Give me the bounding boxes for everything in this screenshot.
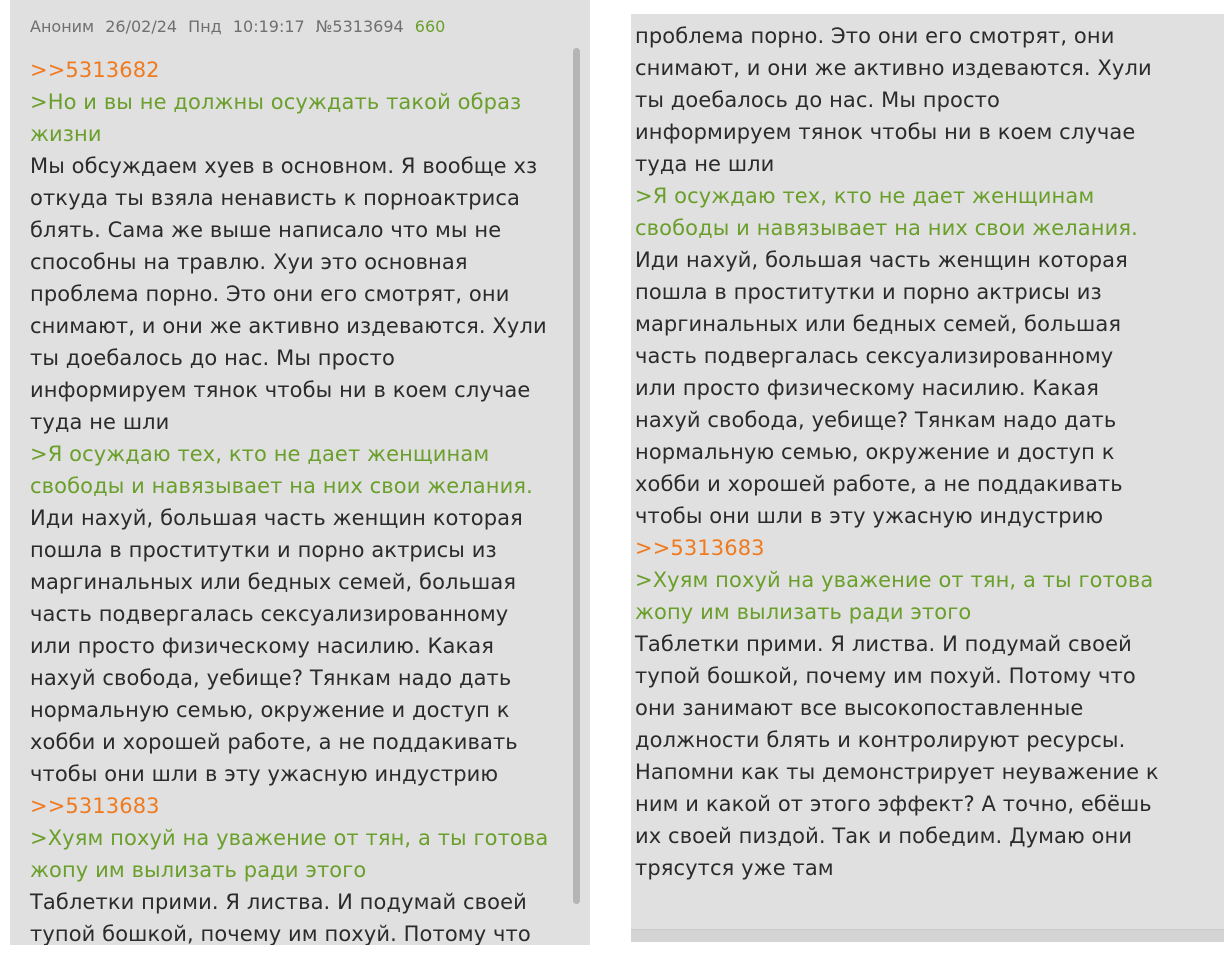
post-text-line: ты доебалось до нас. Мы просто	[635, 88, 1000, 112]
post-text-line: чтобы они шли в эту ужасную индустрию	[30, 762, 499, 786]
post-text-line: тупой бошкой, почему им похуй. Потому что	[635, 664, 1136, 688]
post-text-line: пошла в проститутки и порно актрисы из	[635, 280, 1102, 304]
post-text-line: Иди нахуй, большая часть женщин которая	[30, 506, 523, 530]
scrollbar[interactable]	[573, 48, 580, 904]
post-text-line: ты доебалось до нас. Мы просто	[30, 346, 395, 370]
quote-line: жизни	[30, 122, 102, 146]
post-text-line: способны на травлю. Хуи это основная	[30, 250, 468, 274]
post-text-line: нахуй свобода, уебище? Тянкам надо дать	[635, 408, 1117, 432]
post-text-line: снимают, и они же активно издеваются. Хули	[30, 314, 547, 338]
post-text-line: Таблетки прими. Я листва. И подумай своей	[30, 890, 527, 914]
post-author[interactable]: Аноним	[30, 17, 95, 36]
quote-line: >Хуям похуй на уважение от тян, а ты готова	[635, 568, 1154, 592]
post-panel-left	[10, 0, 590, 945]
reply-link[interactable]: >>5313683	[30, 794, 160, 818]
quote-line: >Но и вы не должны осуждать такой образ	[30, 90, 522, 114]
post-text-line: должности блять и контролируют ресурсы.	[635, 728, 1126, 752]
post-text-line: или просто физическому насилию. Какая	[30, 634, 494, 658]
quote-line: >Я осуждаю тех, кто не дает женщинам	[635, 184, 1095, 208]
post-text-line: Мы обсуждаем хуев в основном. Я вообще хз	[30, 154, 538, 178]
post-date: 26/02/24	[105, 17, 178, 36]
post-text-line: Иди нахуй, большая часть женщин которая	[635, 248, 1128, 272]
post-text-line: маргинальных или бедных семей, большая	[30, 570, 517, 594]
post-text-line: они занимают все высокопоставленные	[635, 696, 1084, 720]
post-text-line: проблема порно. Это они его смотрят, они	[635, 24, 1115, 48]
post-reply-count[interactable]: 660	[414, 17, 446, 36]
post-text-line: туда не шли	[30, 410, 170, 434]
quote-line: >Я осуждаю тех, кто не дает женщинам	[30, 442, 490, 466]
post-text-line: тупой бошкой, почему им похуй. Потому что	[30, 922, 531, 945]
post-text-line: туда не шли	[635, 152, 775, 176]
quote-line: свободы и навязывает на них свои желания.	[30, 474, 533, 498]
post-text-line: снимают, и они же активно издеваются. Хули	[635, 56, 1152, 80]
post-text-line: нормальную семью, окружение и доступ к	[30, 698, 510, 722]
post-number[interactable]: №5313694	[315, 17, 404, 36]
post-text-line: нормальную семью, окружение и доступ к	[635, 440, 1115, 464]
reply-link[interactable]: >>5313683	[635, 536, 765, 560]
post-text-line: хобби и хорошей работе, а не поддакивать	[30, 730, 518, 754]
post-text-line: трясутся уже там	[635, 856, 834, 880]
post-text-line: чтобы они шли в эту ужасную индустрию	[635, 504, 1104, 528]
quote-line: жопу им вылизать ради этого	[635, 600, 972, 624]
post-panel-right	[631, 14, 1224, 942]
post-text-line: блять. Сама же выше написало что мы не	[30, 218, 502, 242]
post-text-line: или просто физическому насилию. Какая	[635, 376, 1099, 400]
quote-line: свободы и навязывает на них свои желания.	[635, 216, 1138, 240]
post-text-line: нахуй свобода, уебище? Тянкам надо дать	[30, 666, 512, 690]
post-text-line: информируем тянок чтобы ни в коем случае	[30, 378, 531, 402]
post-text-line: откуда ты взяла ненависть к порноактриса	[30, 186, 521, 210]
post-day: Пнд	[188, 17, 222, 36]
post-text-line: проблема порно. Это они его смотрят, они	[30, 282, 510, 306]
post-text-line: часть подвергалась сексуализированному	[30, 602, 509, 626]
reply-link[interactable]: >>5313682	[30, 58, 160, 82]
post-text-line: ним и какой от этого эффект? А точно, ебёшь	[635, 792, 1152, 816]
quote-line: жопу им вылизать ради этого	[30, 858, 367, 882]
post-text-line: Таблетки прими. Я листва. И подумай своей	[635, 632, 1132, 656]
quote-line: >Хуям похуй на уважение от тян, а ты готова	[30, 826, 549, 850]
post-text-line: пошла в проститутки и порно актрисы из	[30, 538, 497, 562]
post-text-line: их своей пиздой. Так и победим. Думаю они	[635, 824, 1133, 848]
post-body-left	[30, 54, 590, 945]
post-text-line: часть подвергалась сексуализированному	[635, 344, 1114, 368]
post-text-line: информируем тянок чтобы ни в коем случае	[635, 120, 1136, 144]
post-text-line: маргинальных или бедных семей, большая	[635, 312, 1122, 336]
post-text-line: Напомни как ты демонстрирует неуважение к	[635, 760, 1159, 784]
post-body-right	[635, 20, 1224, 884]
post-time: 10:19:17	[232, 17, 305, 36]
next-post-edge	[631, 929, 1224, 942]
post-text-line: хобби и хорошей работе, а не поддакивать	[635, 472, 1123, 496]
post-header	[30, 16, 590, 38]
